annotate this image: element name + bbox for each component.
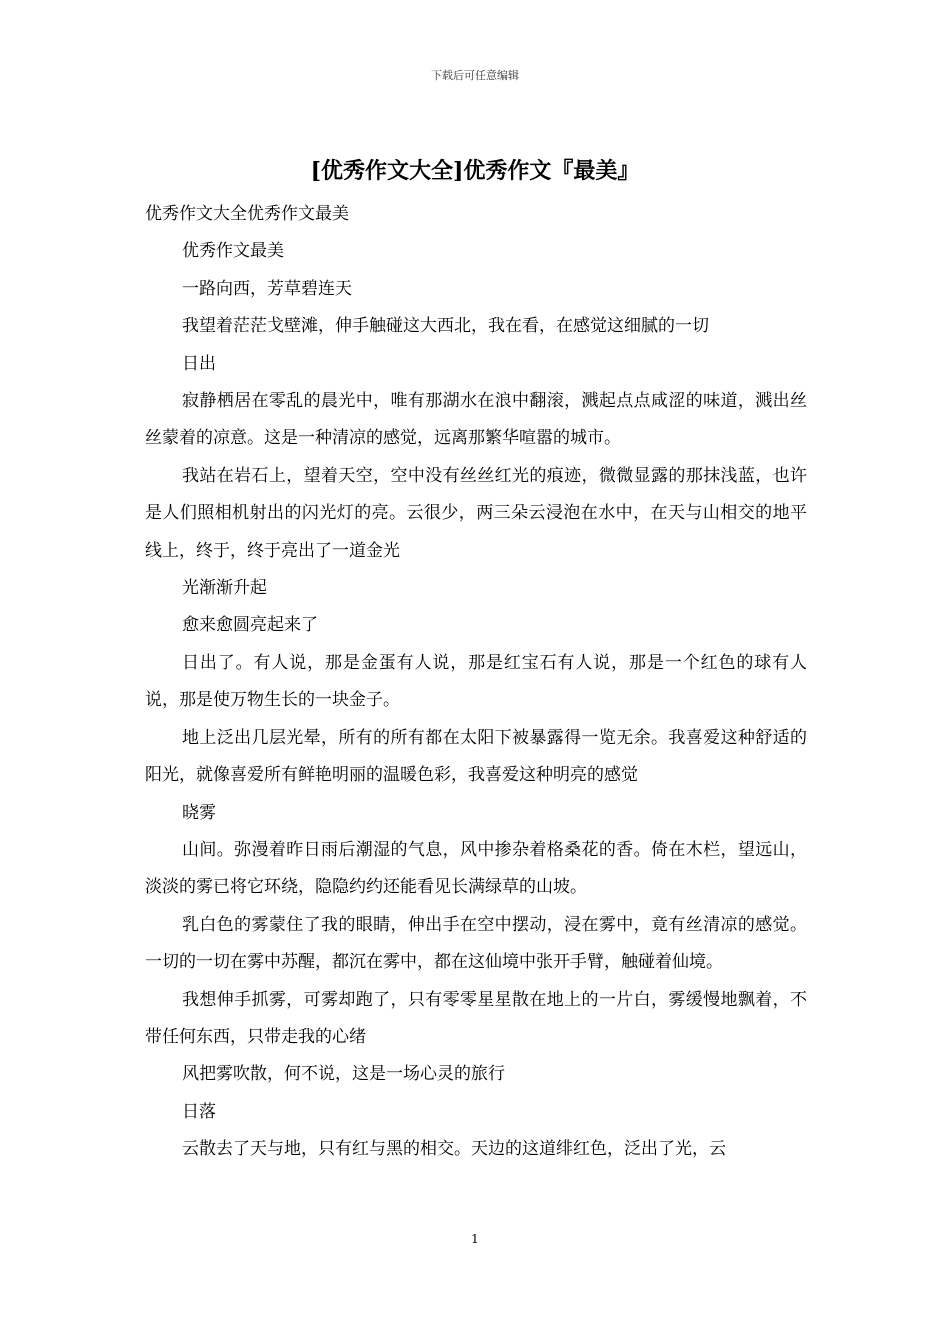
body-paragraph: 日落 <box>182 1101 216 1122</box>
body-paragraph: 优秀作文最美 <box>182 241 284 262</box>
body-paragraph: 优秀作文大全优秀作文最美 <box>145 204 349 224</box>
body-paragraph: 风把雾吹散，何不说，这是一场心灵的旅行 <box>182 1064 505 1085</box>
document-body <box>145 196 807 1169</box>
body-paragraph: 寂静栖居在零乱的晨光中，唯有那湖水在浪中翻滚，溅起点点咸涩的味道，溅出丝丝蒙着的凉意。这是一种清凉的感觉，远离那繁华喧嚣的城市。 <box>145 391 807 449</box>
body-paragraph: 光渐渐升起 <box>182 578 267 599</box>
body-paragraph: 山间。弥漫着昨日雨后潮湿的气息，风中掺杂着格桑花的香。倚在木栏，望远山，淡淡的雾已将它环绕，隐隐约约还能看见长满绿草的山坡。 <box>145 839 807 898</box>
body-paragraph: 地上泛出几层光晕，所有的所有都在太阳下被暴露得一览无余。我喜爱这种舒适的阳光，就像喜爱所有鲜艳明丽的温暖色彩，我喜爱这种明亮的感觉 <box>145 727 807 786</box>
page-number: 1 <box>471 1232 479 1246</box>
body-paragraph: 我想伸手抓雾，可雾却跑了，只有零零星星散在地上的一片白，雾缓慢地飘着，不带任何东西，只带走我的心绪 <box>145 989 807 1047</box>
body-paragraph: 愈来愈圆亮起来了 <box>182 615 318 636</box>
body-paragraph: 日出了。有人说，那是金蛋有人说，那是红宝石有人说，那是一个红色的球有人说，那是使万物生长的一块金子。 <box>145 652 807 711</box>
document-title: [优秀作文大全]优秀作文『最美』 <box>310 158 640 184</box>
body-paragraph: 一路向西，芳草碧连天 <box>182 278 352 299</box>
body-paragraph: 我站在岩石上，望着天空，空中没有丝丝红光的痕迹，微微显露的那抹浅蓝，也许是人们照相机射出的闪光灯的亮。云很少，两三朵云浸泡在水中，在天与山相交的地平线上，终于，终于亮出了一道金光 <box>145 465 807 561</box>
body-paragraph: 云散去了天与地，只有红与黑的相交。天边的这道绯红色，泛出了光，云 <box>182 1139 726 1160</box>
body-paragraph: 日出 <box>182 353 216 374</box>
body-paragraph: 乳白色的雾蒙住了我的眼睛，伸出手在空中摆动，浸在雾中，竟有丝清凉的感觉。一切的一切在雾中苏醒，都沉在雾中，都在这仙境中张开手臂，触碰着仙境。 <box>145 914 807 973</box>
page-header-note: 下载后可任意编辑 <box>431 69 519 82</box>
body-paragraph: 我望着茫茫戈壁滩，伸手触碰这大西北，我在看，在感觉这细腻的一切 <box>182 316 709 337</box>
body-paragraph: 晓雾 <box>182 802 216 823</box>
